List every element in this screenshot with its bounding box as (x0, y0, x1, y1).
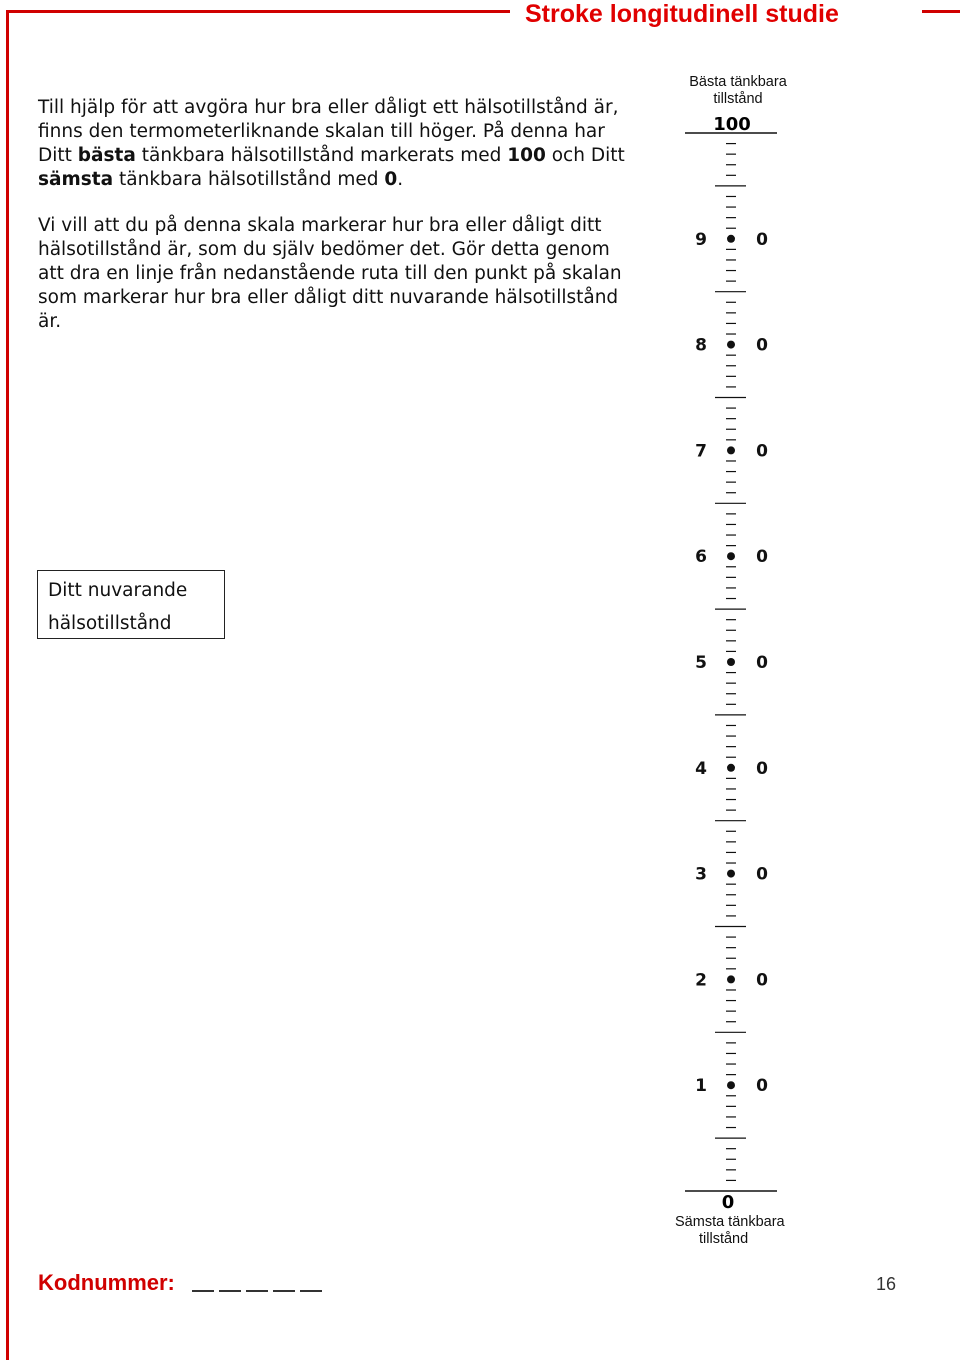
instructions-run: 0 (384, 169, 398, 190)
scale-major-label-right: 0 (756, 335, 768, 356)
scale-major-label-right: 0 (756, 547, 768, 568)
instructions-run: bästa (77, 145, 136, 166)
scale-major-dot (727, 235, 735, 243)
scale-min-value: 0 (721, 1192, 735, 1213)
scale-major-label-right: 0 (756, 229, 768, 250)
instructions-sentence-mark: Vi vill att du på denna skala markerar hur bra eller dåligt ditt hälsotillstånd är, som du själv bedömer det. (38, 215, 602, 260)
scale-major-label-left: 2 (695, 970, 707, 991)
scale-major-label-left: 7 (695, 441, 707, 462)
instructions-run: 100 (507, 145, 546, 166)
code-digit-slot[interactable] (246, 1290, 268, 1292)
scale-major-dot (727, 658, 735, 666)
scale-major-dot (727, 552, 735, 560)
code-number-label: Kodnummer: (38, 1270, 175, 1295)
instructions-run: Till hjälp för att avgöra hur bra eller dåligt ett hälsotillstånd är, finns den termometerliknande skalan till höger. På denna har Ditt (38, 97, 619, 166)
scale-major-dot (727, 1081, 735, 1089)
page-header-title: Stroke longitudinell studie (525, 0, 839, 28)
instructions-run: tänkbara hälsotillstånd markerats med (135, 145, 508, 166)
code-digit-slot[interactable] (273, 1290, 295, 1292)
instructions-sentence-draw: Gör detta genom att dra en linje från nedanstående ruta till den punkt på skalan som markerar hur bra eller dåligt ditt nuvarande hälsotillstånd är. (38, 239, 622, 332)
page-number: 16 (876, 1274, 897, 1294)
instructions-run: tänkbara hälsotillstånd med (113, 169, 385, 190)
scale-major-label-left: 8 (695, 335, 707, 356)
scale-major-dot (727, 341, 735, 349)
code-digit-slot[interactable] (300, 1290, 322, 1292)
scale-major-dot (727, 975, 735, 983)
code-digit-slot[interactable] (192, 1290, 214, 1292)
scale-major-label-right: 0 (756, 441, 768, 462)
scale-top-label: Bästa tänkbara tillstånd (689, 74, 787, 107)
instructions-run: . (397, 169, 404, 190)
current-health-box-line1: Ditt nuvarande (48, 580, 188, 601)
scale-major-label-right: 0 (756, 653, 768, 673)
scale-bottom-label-line1: Sämsta tänkbara (675, 1214, 785, 1230)
scale-major-label-right: 0 (756, 970, 768, 991)
instructions-run: och Ditt (545, 145, 625, 166)
instructions-run: sämsta (38, 169, 114, 190)
scale-major-label-left: 4 (695, 758, 707, 779)
scale-major-label-right: 0 (756, 864, 768, 885)
scale-major-dot (727, 446, 735, 454)
scale-max-value: 100 (713, 114, 751, 135)
scale-major-dot (727, 764, 735, 772)
scale-bottom-label (675, 1214, 811, 1248)
scale-major-dot (727, 870, 735, 878)
scale-major-label-left: 6 (695, 547, 707, 568)
scale-major-label-left: 3 (695, 864, 707, 885)
scale-bottom-label-line2: tillstånd (699, 1231, 749, 1247)
scale-major-label-left: 1 (695, 1076, 707, 1097)
scale-major-label-left: 5 (695, 653, 707, 673)
current-health-box-line2: hälsotillstånd (48, 613, 172, 634)
scale-major-label-left: 9 (695, 229, 707, 250)
code-digit-slot[interactable] (219, 1290, 241, 1292)
scale-major-label-right: 0 (756, 1076, 768, 1097)
scale-major-label-right: 0 (756, 758, 768, 779)
